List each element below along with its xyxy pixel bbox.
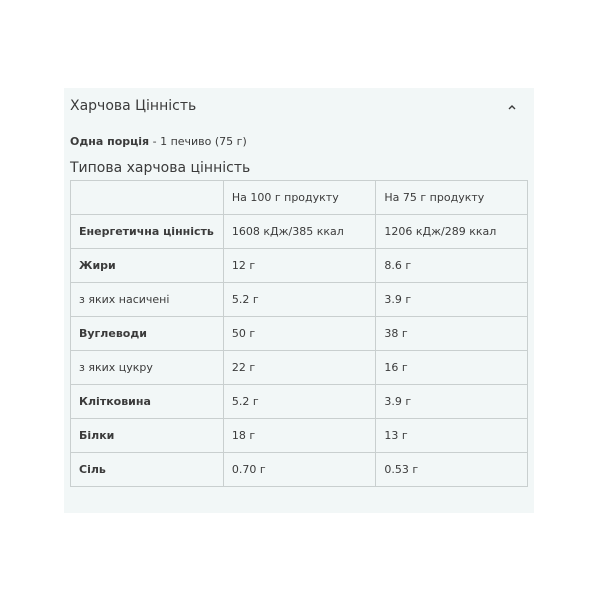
nutrient-per100: 50 г <box>223 317 376 351</box>
table-row <box>71 249 528 283</box>
table-row <box>71 453 528 487</box>
chevron-up-icon[interactable] <box>506 101 518 113</box>
nutrient-per75: 3.9 г <box>376 283 528 317</box>
header-cell-empty <box>71 181 224 215</box>
nutrient-name: з яких насичені <box>71 283 224 317</box>
nutrient-per75: 8.6 г <box>376 249 528 283</box>
header-cell-per75: На 75 г продукту <box>376 181 528 215</box>
section-title: Типова харчова цінність <box>70 160 251 176</box>
nutrient-per100: 0.70 г <box>223 453 376 487</box>
nutrient-per75: 3.9 г <box>376 385 528 419</box>
nutrient-name: Білки <box>71 419 224 453</box>
nutrient-per75: 38 г <box>376 317 528 351</box>
table-row <box>71 317 528 351</box>
table-row <box>71 283 528 317</box>
nutrient-name: Сіль <box>71 453 224 487</box>
nutrient-name: Енергетична цінність <box>71 215 224 249</box>
nutrient-per75: 16 г <box>376 351 528 385</box>
serving-value: - 1 печиво (75 г) <box>149 135 247 148</box>
nutrient-per100: 5.2 г <box>223 385 376 419</box>
nutrient-per100: 5.2 г <box>223 283 376 317</box>
accordion-header[interactable] <box>70 98 528 118</box>
serving-size <box>70 135 247 148</box>
nutrient-name: Вуглеводи <box>71 317 224 351</box>
table-row <box>71 385 528 419</box>
table-row <box>71 351 528 385</box>
serving-label: Одна порція <box>70 135 150 148</box>
table-row <box>71 215 528 249</box>
nutrient-per100: 22 г <box>223 351 376 385</box>
nutrient-per75: 13 г <box>376 419 528 453</box>
nutrition-table <box>70 180 528 487</box>
nutrient-name: Жири <box>71 249 224 283</box>
nutrition-panel <box>64 88 534 513</box>
nutrient-per100: 18 г <box>223 419 376 453</box>
panel-title: Харчова Цінність <box>70 98 197 114</box>
nutrient-per100: 1608 кДж/385 ккал <box>223 215 376 249</box>
nutrient-per75: 0.53 г <box>376 453 528 487</box>
nutrient-per100: 12 г <box>223 249 376 283</box>
table-row <box>71 419 528 453</box>
nutrient-per75: 1206 кДж/289 ккал <box>376 215 528 249</box>
nutrient-name: Клітковина <box>71 385 224 419</box>
nutrient-name: з яких цукру <box>71 351 224 385</box>
header-cell-per100: На 100 г продукту <box>223 181 376 215</box>
table-header-row <box>71 181 528 215</box>
